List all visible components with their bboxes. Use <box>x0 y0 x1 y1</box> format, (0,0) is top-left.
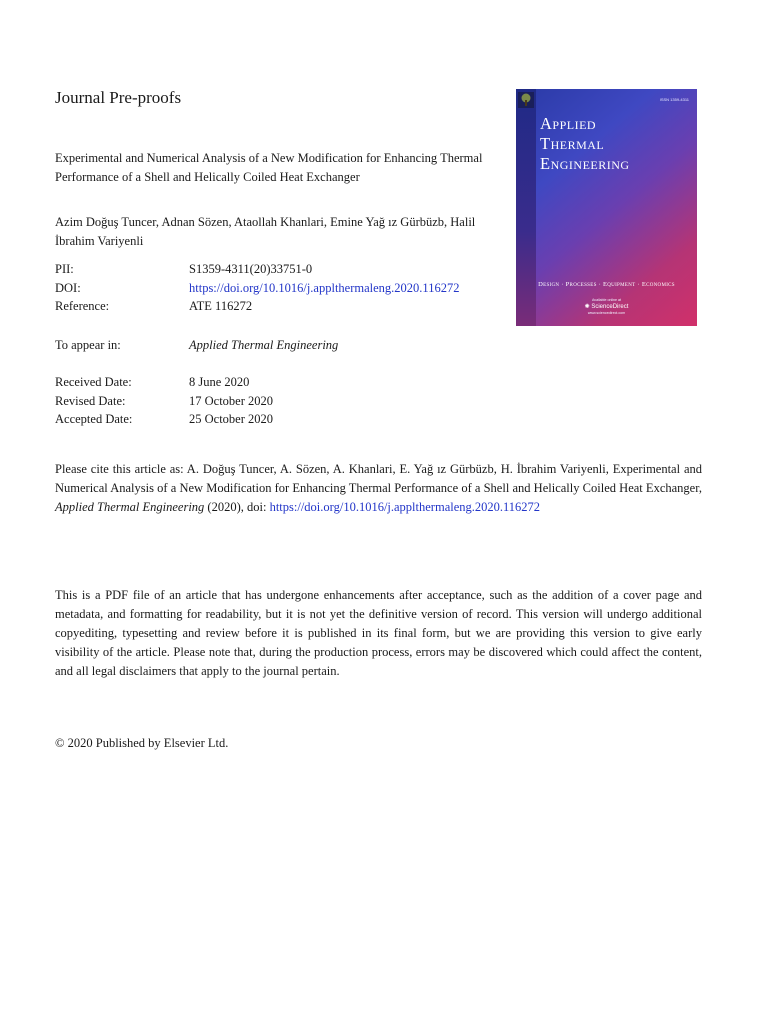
article-title: Experimental and Numerical Analysis of a New Modification for Enhancing Thermal Performance of a Shell and Helically Coiled Heat Exchanger <box>55 151 483 184</box>
appear-label: To appear in: <box>55 338 121 352</box>
article-authors: Azim Doğuş Tuncer, Adnan Sözen, Ataollah Khanlari, Emine Yağ ız Gürbüzb, Halil İbrahim Variyenli <box>55 215 476 248</box>
accepted-label: Accepted Date: <box>55 412 133 426</box>
citation-doi-link[interactable]: https://doi.org/10.1016/j.applthermaleng.2020.116272 <box>269 500 541 514</box>
cover-issn: ISSN 1359-4311 <box>659 97 689 102</box>
doi-label: DOI: <box>55 280 81 295</box>
pii-label: PII: <box>55 262 74 276</box>
citation-paragraph <box>55 460 702 517</box>
cover-left-strip <box>516 89 536 326</box>
revised-label: Revised Date: <box>55 393 126 408</box>
sciencedirect-logo <box>516 303 697 310</box>
revised-value: 17 October 2020 <box>189 393 274 408</box>
dates-block <box>55 373 273 429</box>
received-label: Received Date: <box>55 375 132 389</box>
citation-prefix: Please cite this article as: A. Doğuş Tuncer, A. Sözen, A. Khanlari, E. Yağ ız Gürbüzb, H. İbrahim Variyenli, Experimental and Numerical Analysis of a New Modification for Enhancing Thermal Performance of a Shell and Helically Coiled Heat Exchanger, <box>55 462 702 495</box>
cover-title-line-3: Engineering <box>540 154 630 173</box>
accepted-row <box>55 410 273 429</box>
reference-row <box>55 297 459 316</box>
appear-row <box>55 336 338 355</box>
doi-row <box>55 279 459 298</box>
sciencedirect-label: ScienceDirect <box>591 304 629 310</box>
received-value: 8 June 2020 <box>189 375 250 389</box>
identifiers-block <box>55 260 459 316</box>
doi-link[interactable]: https://doi.org/10.1016/j.applthermaleng.2020.116272 <box>189 280 460 295</box>
reference-label: Reference: <box>55 299 110 313</box>
appear-journal: Applied Thermal Engineering <box>189 338 339 352</box>
cover-title-line-2: Thermal <box>540 134 605 153</box>
journal-cover-image <box>516 89 697 326</box>
copyright-notice: © 2020 Published by Elsevier Ltd. <box>55 736 229 750</box>
pii-value: S1359-4311(20)33751-0 <box>189 262 313 276</box>
disclaimer-paragraph: This is a PDF file of an article that has undergone enhancements after acceptance, such as the addition of a cover page and metadata, and formatting for readability, but it is not yet the definitive version of record. This version will undergo additional copyediting, typesetting and review before it is published in its final form, but we are providing this version to give early visibility of the article. Please note that, during the production process, errors may be discovered which could affect the content, and all legal disclaimers that apply to the journal pertain. <box>55 588 702 678</box>
sciencedirect-icon: ✺ <box>584 304 592 310</box>
cover-sd-url: www.sciencedirect.com <box>587 311 626 315</box>
revised-row <box>55 392 273 411</box>
journal-pre-proofs-header: Journal Pre-proofs <box>55 88 182 107</box>
elsevier-tree-icon <box>518 92 534 108</box>
citation-journal: Applied Thermal Engineering <box>55 500 205 514</box>
cover-journal-title <box>540 114 630 174</box>
citation-middle: (2020), doi: <box>204 500 270 514</box>
received-row <box>55 373 273 392</box>
pii-row <box>55 260 459 279</box>
cover-available-online: Available online at <box>591 298 622 302</box>
accepted-value: 25 October 2020 <box>189 412 274 426</box>
cover-title-line-1: Applied <box>540 114 597 133</box>
reference-value: ATE 116272 <box>189 299 253 313</box>
cover-tagline: Design · Processes · Equipment · Economics <box>538 281 675 288</box>
appear-block <box>55 336 338 355</box>
